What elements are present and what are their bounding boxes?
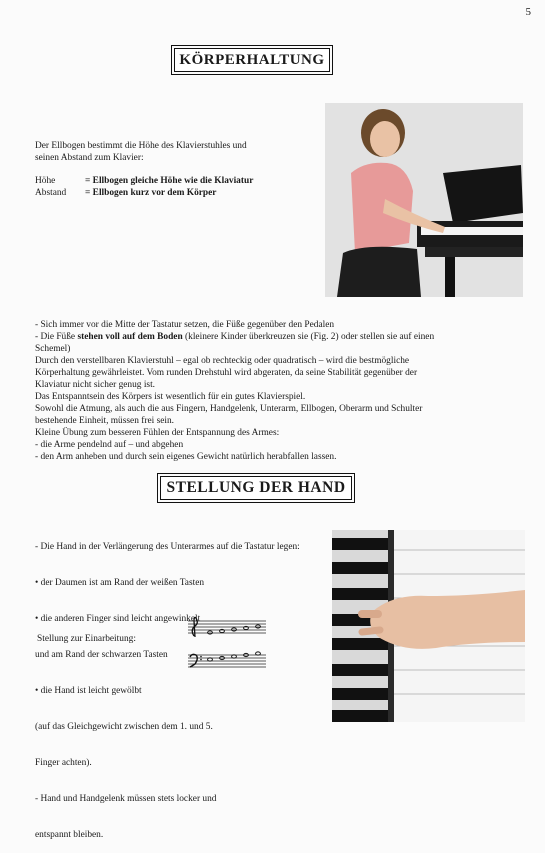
intro-text: Der Ellbogen bestimmt die Höhe des Klavierstuhles und seinen Abstand zum Klavier: — [35, 141, 247, 163]
music-example — [186, 613, 268, 683]
photo-girl-at-piano-illustration — [325, 103, 523, 297]
posture-body: - Sich immer vor die Mitte der Tastatur setzen, die Füße gegenüber den Pedalen - Die Füße stehen voll auf dem Boden (kleinere Kinder überkreuzen sie (Fig. 2) oder stellen sie auf einen Schemel) Durch den verstellbaren Klavierstuhl – egal ob rechteckig oder quadratisch – wird die bestmögliche Körperhaltung gewährleistet. Vom runden Drehstuhl wird abgeraten, da seine Stabilität gegenüber der Klaviatur nicht sicher genug ist. Das Entspanntsein des Körpers ist wesentlich für ein gutes Klavierspiel. Sowohl die Atmung, als auch die aus Fingern, Handgelenk, Unterarm, Ellbogen, Oberarm und Schulter bestehende Einheit, müssen frei sein. Kleine Übung zum besseren Fühlen der Entspannung des Armes: - die Arme pendelnd auf – und abgehen - den Arm anheben und durch sein eigenes Gewicht natürlich herabfallen lassen. — [35, 320, 435, 462]
page-number: 5 — [525, 6, 531, 18]
def-value: = Ellbogen gleiche Höhe wie die Klaviatur — [85, 176, 254, 186]
photo-hand-on-keys-illustration — [332, 530, 525, 722]
photo-girl-at-piano — [325, 103, 523, 297]
staff-notation — [186, 613, 268, 683]
caption-stellung: Stellung zur Einarbeitung: — [37, 634, 136, 644]
def-term: Abstand — [35, 188, 67, 198]
photo-hand-on-keys — [332, 530, 525, 722]
hand-position-list: - Die Hand in der Verlängerung des Unterarmes auf die Tastatur legen: • der Daumen ist am Rand der weißen Tasten • die anderen Finger sind leicht angewinkelt und am Rand der schwarzen Tasten • die Hand ist leicht gewölbt (auf das Gleichgewicht zwischen dem 1. und 5. Finger achten). - Hand und Handgelenk müssen stets locker und entspannt bleiben. — [35, 542, 300, 840]
definitions — [35, 175, 325, 199]
section-title-koerperhaltung: KÖRPERHALTUNG — [174, 48, 330, 72]
def-term: Höhe — [35, 176, 56, 186]
section-title-stellung-der-hand: STELLUNG DER HAND — [160, 476, 352, 500]
def-value: = Ellbogen kurz vor dem Körper — [85, 188, 217, 198]
